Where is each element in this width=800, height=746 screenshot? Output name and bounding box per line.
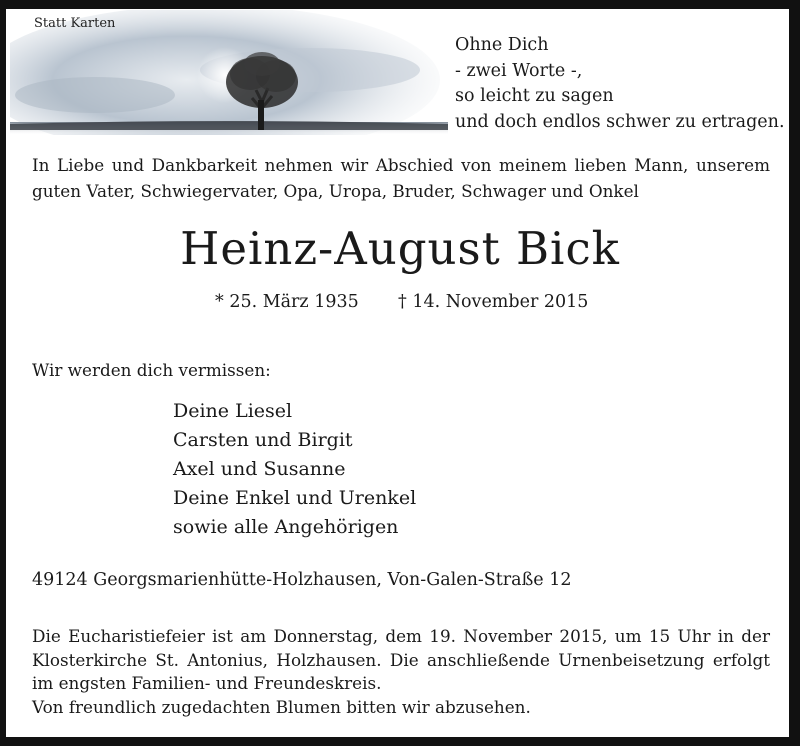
statt-karten-label: Statt Karten <box>34 16 116 31</box>
address: 49124 Georgsmarienhütte-Holzhausen, Von-Galen-Straße 12 <box>32 570 572 590</box>
deceased-name: Heinz-August Bick <box>180 222 620 275</box>
mourner-line: sowie alle Angehörigen <box>173 516 399 538</box>
service-line: Von freundlich zugedachten Blumen bitten wir abzusehen. <box>32 696 531 717</box>
mourners-list <box>173 397 416 542</box>
mourners-heading: Wir werden dich vermissen: <box>32 360 271 380</box>
intro-line: guten Vater, Schwiegervater, Opa, Uropa, Bruder, Schwager und Onkel <box>32 181 639 201</box>
poem <box>455 33 785 135</box>
mourner-line: Deine Enkel und Urenkel <box>173 487 417 509</box>
death-date: † 14. November 2015 <box>398 292 589 312</box>
mourner-line: Axel und Susanne <box>173 458 346 480</box>
service-line: Klosterkirche St. Antonius, Holzhausen. Die anschließende Urnenbeisetzung erfolgt <box>32 649 770 670</box>
service-line: Die Eucharistiefeier ist am Donnerstag, dem 19. November 2015, um 15 Uhr in der <box>32 626 770 646</box>
poem-line: so leicht zu sagen <box>455 86 614 106</box>
poem-line: - zwei Worte -, <box>455 60 583 81</box>
service-line: im engsten Familien- und Freundeskreis. <box>32 673 382 693</box>
mourner-line: Carsten und Birgit <box>173 429 353 451</box>
service-info <box>32 625 770 719</box>
birth-date: * 25. März 1935 <box>215 292 359 312</box>
poem-line: und doch endlos schwer zu ertragen. <box>455 111 785 132</box>
intro-line: In Liebe und Dankbarkeit nehmen wir Abschied von meinem lieben Mann, unserem <box>32 155 770 175</box>
poem-line: Ohne Dich <box>455 35 549 55</box>
mourner-line: Deine Liesel <box>173 400 293 422</box>
intro-text <box>32 152 770 204</box>
